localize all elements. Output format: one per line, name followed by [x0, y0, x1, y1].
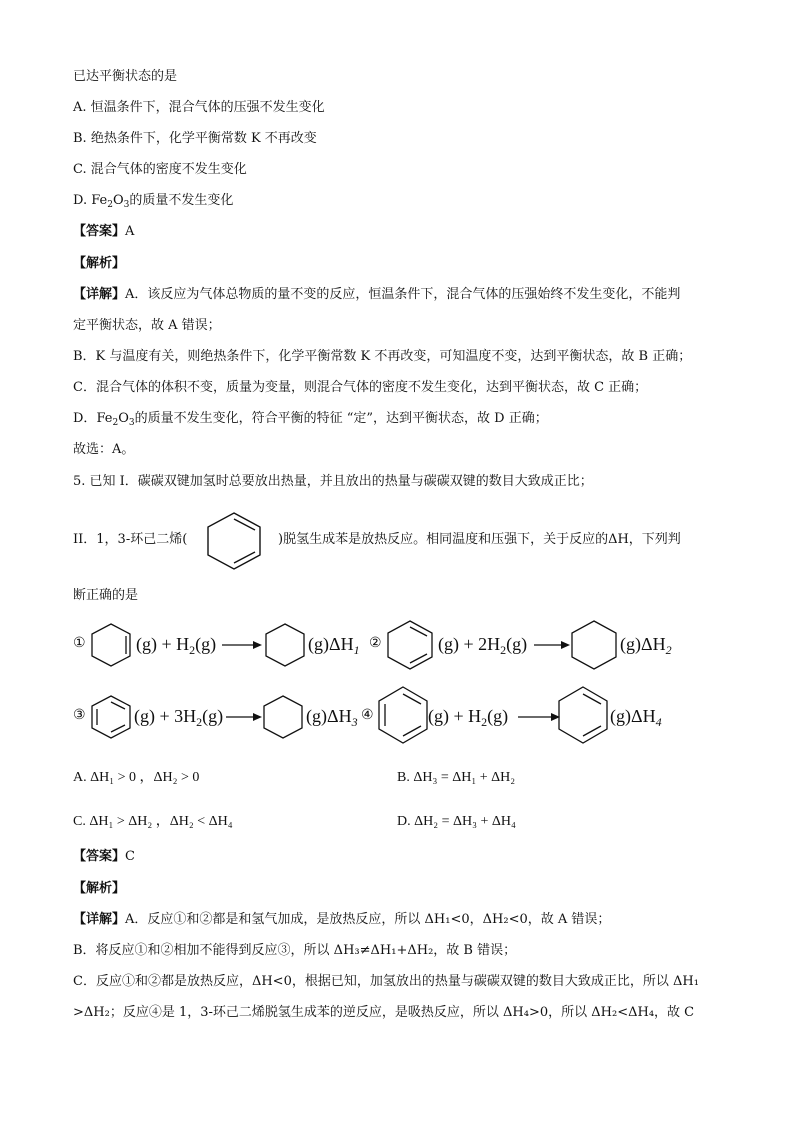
detail-tag: 【详解】	[73, 912, 126, 927]
arrow-icon	[534, 639, 570, 651]
fe2o3-formula: $Fe_2O_3$	[91, 193, 130, 210]
reaction-3-product-text: $(g)\Delta H_3$	[306, 706, 358, 729]
answer-value: A	[125, 224, 135, 239]
q5-detail-line-2: B．将反应①和②相加不能得到反应③，所以 ΔH₃≠ΔH₁+ΔH₂，故 B 错误；	[73, 943, 517, 958]
reaction-3-reactant-text: $(g) + 3H_2(g)$	[134, 706, 224, 729]
cyclohexane-structure	[568, 619, 620, 671]
reaction-1-product-text: $(g)\Delta H_1$	[308, 634, 360, 657]
q4-choose: 故选：A。	[73, 442, 135, 457]
cyclohexadiene-structure	[384, 619, 436, 671]
q5-stem-line-2-before: II．1，3-环己二烯(	[73, 532, 188, 547]
answer-tag: 【答案】	[73, 224, 126, 239]
benzene-structure	[376, 685, 430, 745]
cyclohexane-structure	[262, 622, 308, 668]
q5-option-a: A. ΔH₁ > 0 ，ΔH₂ > 0	[73, 770, 200, 785]
q5-option-c: C. ΔH₁ > ΔH₂ ，ΔH₂ < ΔH₄	[73, 814, 233, 829]
reaction-2-label: ②	[369, 636, 382, 651]
reaction-3-label: ③	[73, 708, 86, 723]
arrow-icon	[226, 711, 262, 723]
reaction-1-reactant-text: $(g) + H_2(g)$	[136, 634, 217, 657]
q4-option-c: C. 混合气体的密度不发生变化	[73, 162, 247, 177]
reaction-4-product-text: $(g)\Delta H_4$	[610, 706, 662, 729]
arrow-icon	[222, 639, 262, 651]
cyclohexadiene-structure	[200, 509, 268, 573]
q4-stem: 已达平衡状态的是	[73, 69, 178, 84]
cyclohexene-structure	[88, 622, 134, 668]
q4-detail-line-2: 定平衡状态，故 A 错误；	[73, 318, 221, 333]
q4-option-b: B. 绝热条件下，化学平衡常数 K 不再改变	[73, 131, 317, 146]
q5-detail-line-1: 【详解】A．反应①和②都是和氢气加成，是放热反应，所以 ΔH₁<0，ΔH₂<0，故 A 错误；	[73, 912, 611, 927]
benzene-structure	[88, 694, 134, 740]
q5-stem-line-2-after: )脱氢生成苯是放热反应。相同温度和压强下，关于反应的ΔH，下列判	[278, 532, 681, 547]
q5-analysis-tag: 【解析】	[73, 881, 126, 896]
answer-tag: 【答案】	[73, 849, 126, 864]
q4-option-d: D. $Fe_2O_3$的质量不发生变化	[73, 193, 234, 210]
reaction-1-label: ①	[73, 636, 86, 651]
q5-answer	[73, 848, 135, 866]
q4-option-a: A. 恒温条件下，混合气体的压强不发生变化	[73, 100, 325, 115]
cyclohexadiene-structure	[556, 685, 610, 745]
q4-detail-line-1: 【详解】A．该反应为气体总物质的量不变的反应，恒温条件下，混合气体的压强始终不发生变化，不能判	[73, 287, 681, 302]
q5-detail-line-4: >ΔH₂；反应④是 1，3-环己二烯脱氢生成苯的逆反应，是吸热反应，所以 ΔH₄>0，所以 ΔH₂<ΔH₄，故 C	[73, 1005, 695, 1020]
reaction-2-product-text: $(g)\Delta H_2$	[620, 634, 672, 657]
detail-tag: 【详解】	[73, 287, 126, 302]
q5-option-d: D. ΔH₂ = ΔH₃ + ΔH₄	[397, 814, 516, 829]
q5-stem-line-1: 5. 已知 I．碳碳双键加氢时总要放出热量，并且放出的热量与碳碳双键的数目大致成正比；	[73, 474, 593, 489]
q5-option-b: B. ΔH₃ = ΔH₁ + ΔH₂	[397, 770, 516, 785]
q4-detail-line-3: B．K 与温度有关，则绝热条件下，化学平衡常数 K 不再改变，可知温度不变，达到平衡状态，故 B 正确；	[73, 349, 692, 364]
q5-stem-line-3: 断正确的是	[73, 588, 139, 603]
reaction-2-reactant-text: $(g) + 2H_2(g)$	[438, 634, 528, 657]
answer-value: C	[125, 849, 135, 864]
q4-analysis-tag: 【解析】	[73, 256, 126, 271]
reaction-4-reactant-text: $(g) + H_2(g)$	[428, 706, 509, 729]
q4-answer	[73, 223, 134, 241]
cyclohexane-structure	[260, 694, 306, 740]
q5-detail-line-3: C．反应①和②都是放热反应，ΔH<0，根据已知，加氢放出的热量与碳碳双键的数目大致成正比，所以 ΔH₁	[73, 974, 699, 989]
fe2o3-formula: $Fe_2O_3$	[96, 411, 135, 428]
reaction-4-label: ④	[361, 708, 374, 723]
q4-detail-line-4: C．混合气体的体积不变，质量为变量，则混合气体的密度不发生变化，达到平衡状态，故 C 正确；	[73, 380, 648, 395]
arrow-icon	[518, 711, 560, 723]
q4-detail-line-5: D．$Fe_2O_3$的质量不发生变化，符合平衡的特征 “定”，达到平衡状态，故 D 正确；	[73, 411, 548, 428]
